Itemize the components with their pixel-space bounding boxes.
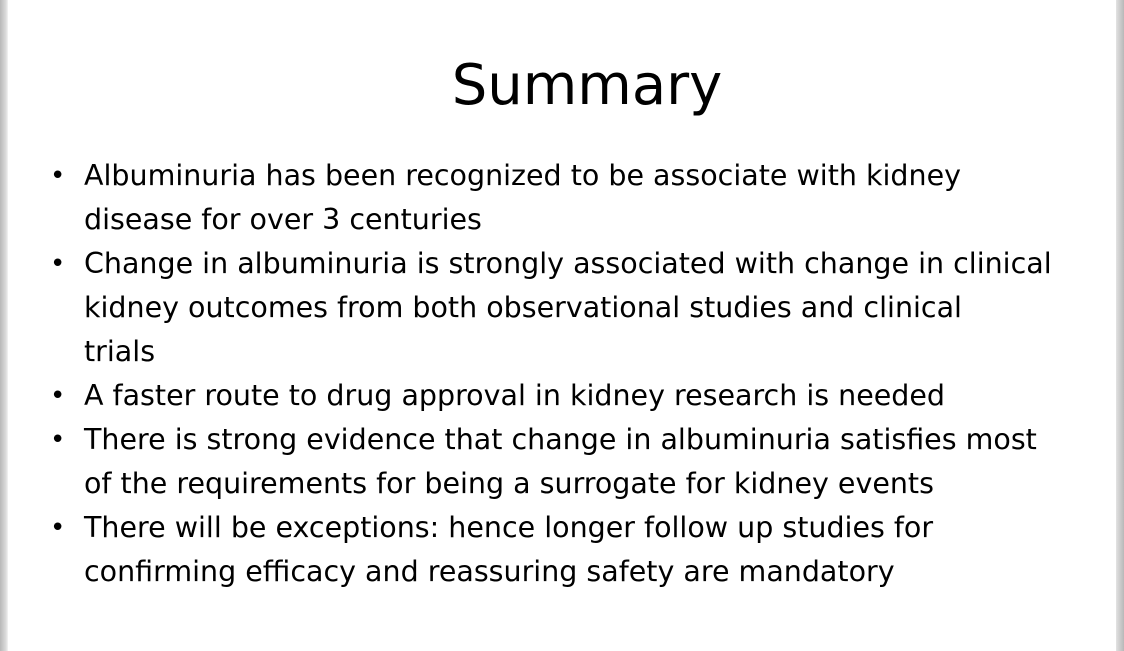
bullet-text-line: kidney outcomes from both observational studies and clinical (84, 291, 962, 324)
bullet-text-line: disease for over 3 centuries (84, 203, 482, 236)
bullet-item (48, 154, 1116, 242)
bullet-text-line: Change in albuminuria is strongly associated with change in clinical (84, 247, 1052, 280)
bullet-item (48, 242, 1116, 374)
bullet-item (48, 374, 1116, 418)
bullet-text-line: of the requirements for being a surrogate for kidney events (84, 467, 934, 500)
bullet-icon: • (50, 381, 66, 411)
bullet-text-line: trials (84, 335, 156, 368)
bullet-icon: • (50, 249, 66, 279)
bullet-text-line: A faster route to drug approval in kidney research is needed (84, 379, 946, 412)
bullet-icon: • (50, 161, 66, 191)
bullet-list (48, 154, 1116, 594)
bullet-text-line: confirming efficacy and reassuring safety are mandatory (84, 555, 895, 588)
slide (8, 0, 1116, 651)
bullet-icon: • (50, 513, 66, 543)
bullet-text-line: There will be exceptions: hence longer follow up studies for (84, 511, 934, 544)
bullet-text-line: There is strong evidence that change in albuminuria satisfies most (84, 423, 1037, 456)
bullet-item (48, 418, 1116, 506)
slide-title: Summary (451, 53, 723, 118)
bullet-item (48, 506, 1116, 594)
bullet-text-line: Albuminuria has been recognized to be associate with kidney (84, 159, 961, 192)
bullet-icon: • (50, 425, 66, 455)
